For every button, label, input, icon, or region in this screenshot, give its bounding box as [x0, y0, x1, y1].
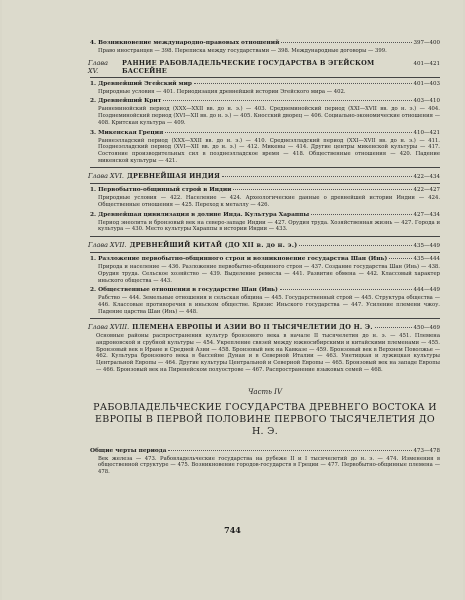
dot-leader — [165, 132, 411, 133]
dot-leader — [194, 83, 412, 84]
entry-description: Природа и население — 436. Разложение первобытно-общинного строя — 437. Создание государства Шан (Инь) — 438. Орудия труда. Сельское хозяйство — 439. Выделение ремесла — 441. Развитие обмена — 442. Классовый характер иньского общества — 443. — [98, 264, 440, 284]
entry-pages: 401—403 — [413, 80, 440, 87]
toc-entry — [90, 256, 440, 284]
chapter-pages: 450—469 — [413, 325, 440, 332]
toc-entry — [90, 212, 440, 233]
chapter-label: Глава XVII. — [88, 241, 127, 250]
dot-leader — [281, 42, 411, 43]
dot-leader — [233, 189, 411, 190]
divider — [90, 318, 440, 319]
part-title: РАБОВЛАДЕЛЬЧЕСКИЕ ГОСУДАРСТВА ДРЕВНЕГО ВОСТОКА И ЕВРОПЫ В ПЕРВОЙ ПОЛОВИНЕ ПЕРВОГО ТЫСЯЧЕЛЕТИЯ ДО Н. Э. — [93, 401, 437, 437]
toc-entry — [90, 40, 440, 55]
chapter-title: ДРЕВНЕЙШИЙ КИТАЙ (ДО XII в. до н. э.) — [129, 241, 298, 250]
entry-description: Раннеэлладский период (XXX—XXII вв. до н. э.) — 410. Среднеэлладский период (XXI—XVII вв. до н. э.) — 411. Позднеэлладский период (XVI—XII вв. до н. э.) — 412. Микены — 414. Другие центры микенской культуры — 417. Состояние производительных сил в позднеэлладское время — 418. Общественные отношения — 420. Падение микенской культуры — 421. — [98, 137, 440, 164]
entry-title: 1. Первобытно-общинный строй в Индии — [90, 187, 232, 194]
entry-description: Природные условия — 401. Периодизация древнейшей истории Эгейского мира — 402. — [98, 88, 346, 95]
toc-entry — [90, 187, 440, 208]
chapter-pages: 422—434 — [413, 174, 440, 181]
divider — [90, 183, 440, 184]
entry-title: 2. Древнейший Крит — [90, 98, 162, 105]
chapter-heading — [88, 241, 440, 250]
toc-entry — [90, 448, 440, 476]
toc-entry — [90, 287, 440, 315]
dot-leader — [163, 100, 411, 101]
entry-pages: 397—400 — [413, 40, 440, 46]
table-of-contents — [90, 40, 440, 479]
dot-leader — [280, 289, 412, 290]
chapter-heading — [88, 59, 440, 75]
chapter-label: Глава XVIII. — [88, 323, 130, 332]
entry-title: 2. Общественные отношения в государстве Шан (Инь) — [90, 287, 278, 294]
entry-title: 1. Древнейший Эгейский мир — [90, 80, 192, 87]
entry-pages: 410—421 — [413, 129, 440, 136]
book-page — [2, 0, 463, 600]
divider — [90, 167, 440, 168]
entry-title: 2. Древнейшая цивилизация в долине Инда. Культура Хараппы — [90, 211, 310, 218]
chapter-label: Глава XV. — [88, 58, 108, 75]
entry-description: Период энеолита и бронзовый век на северо-западе Индии — 427. Орудия труда. Хозяйственная жизнь — 427. Города и культура — 430. Место культуры Хараппы в истории Индии — 433. — [98, 219, 440, 233]
chapter-title: РАННИЕ РАБОВЛАДЕЛЬЧЕСКИЕ ГОСУДАРСТВА В ЭГЕЙСКОМ БАССЕЙНЕ — [121, 58, 375, 75]
entry-pages: 435—444 — [413, 256, 440, 263]
chapter-title: ПЛЕМЕНА ЕВРОПЫ И АЗИИ ВО II ТЫСЯЧЕЛЕТИИ ДО Н. Э. — [132, 323, 373, 332]
chapter-title: ДРЕВНЕЙШАЯ ИНДИЯ — [127, 172, 221, 181]
entry-description: Век железа — 473. Рабовладельческие государства на рубеже II и I тысячелетий до н. э. — 474. Изменения в общественной структуре — 475. Возникновение городов-государств в Греции — 477. Первобытно-общинные племена — 478. — [98, 455, 440, 475]
toc-entry — [90, 130, 440, 165]
part-label: Часть IV — [248, 387, 282, 396]
entry-description: Право иностранцев — 398. Переписка между государствами — 398. Международные договоры — 399. — [98, 48, 387, 54]
toc-entry — [90, 81, 440, 96]
chapter-pages: 435—449 — [413, 243, 440, 250]
entry-description: Природные условия — 422. Население — 424. Археологические данные о древнейшей истории Индии — 424. Общественные отношения — 425. Переход к металлу — 426. — [98, 195, 440, 209]
dot-leader — [375, 327, 412, 328]
chapter-heading — [88, 323, 440, 373]
entry-title: 4. Возникновение международно-правовых отношений — [90, 40, 280, 46]
entry-description: Раннеминойский период (XXX—XXII вв. до н. э.) — 403. Среднеминойский период (XXI—XVII вв. до н. э.) — 404. Позднеминойский период (XVI—XII вв. до н. э.) — 405. Кносский дворец — 406. Социально-экономические отношения — 408. Критская культура — 409. — [98, 106, 440, 126]
entry-pages: 427—434 — [413, 211, 440, 218]
dot-leader — [389, 258, 411, 259]
entry-pages: 473—478 — [413, 447, 440, 454]
entry-description: Рабство — 444. Земельные отношения и сельская община — 445. Государственный строй — 445. Структура общества — 446. Классовые противоречия в иньском обществе. Кризис Иньского государства — 447. Усиление племени чжоу. Падение царства Шан (Инь) — 448. — [98, 295, 440, 315]
entry-pages: 403—410 — [413, 98, 440, 105]
entry-title: 3. Микенская Греция — [90, 129, 164, 136]
chapter-description: Основные районы распространения культур бронзового века в начале II тысячелетия до н. э. — 451. Племена андроновской и срубной культуры — 454. Укрепление связей между южносибирскими и китайскими племенами — 455. Бронзовый век в Иране и Средней Азии — 458. Бронзовый век на Кавказе — 459. Бронзовый век в Верхнем Поволжье — 462. Культура бронзового века в бассейне Дуная и в Северной Италии — 463. Унетицкая и лужицкая культуры Центральной Европы — 464. Другие культуры Центральной и Северной Европы — 465. Бронзовый век на западе Европы — 466. Бронзовый век на Пиренейском полуострове — 467. Распространение языковых семей — 468. — [96, 333, 440, 373]
dot-leader — [222, 176, 411, 177]
chapter-pages: 401—421 — [413, 60, 440, 67]
toc-entry — [90, 98, 440, 126]
chapter-label: Глава XVI. — [88, 172, 124, 181]
dot-leader — [168, 450, 411, 451]
chapter-heading — [88, 172, 440, 181]
dot-leader — [311, 214, 411, 215]
page-number: 744 — [224, 525, 241, 535]
entry-title: Общие черты периода — [90, 447, 167, 454]
divider — [90, 77, 440, 78]
dot-leader — [299, 245, 411, 246]
entry-title: 1. Разложение первобытно-общинного строя и возникновение государства Шан (Инь) — [90, 256, 388, 263]
divider — [90, 236, 440, 237]
divider — [90, 252, 440, 253]
entry-pages: 422—427 — [413, 187, 440, 194]
entry-pages: 444—449 — [413, 287, 440, 294]
